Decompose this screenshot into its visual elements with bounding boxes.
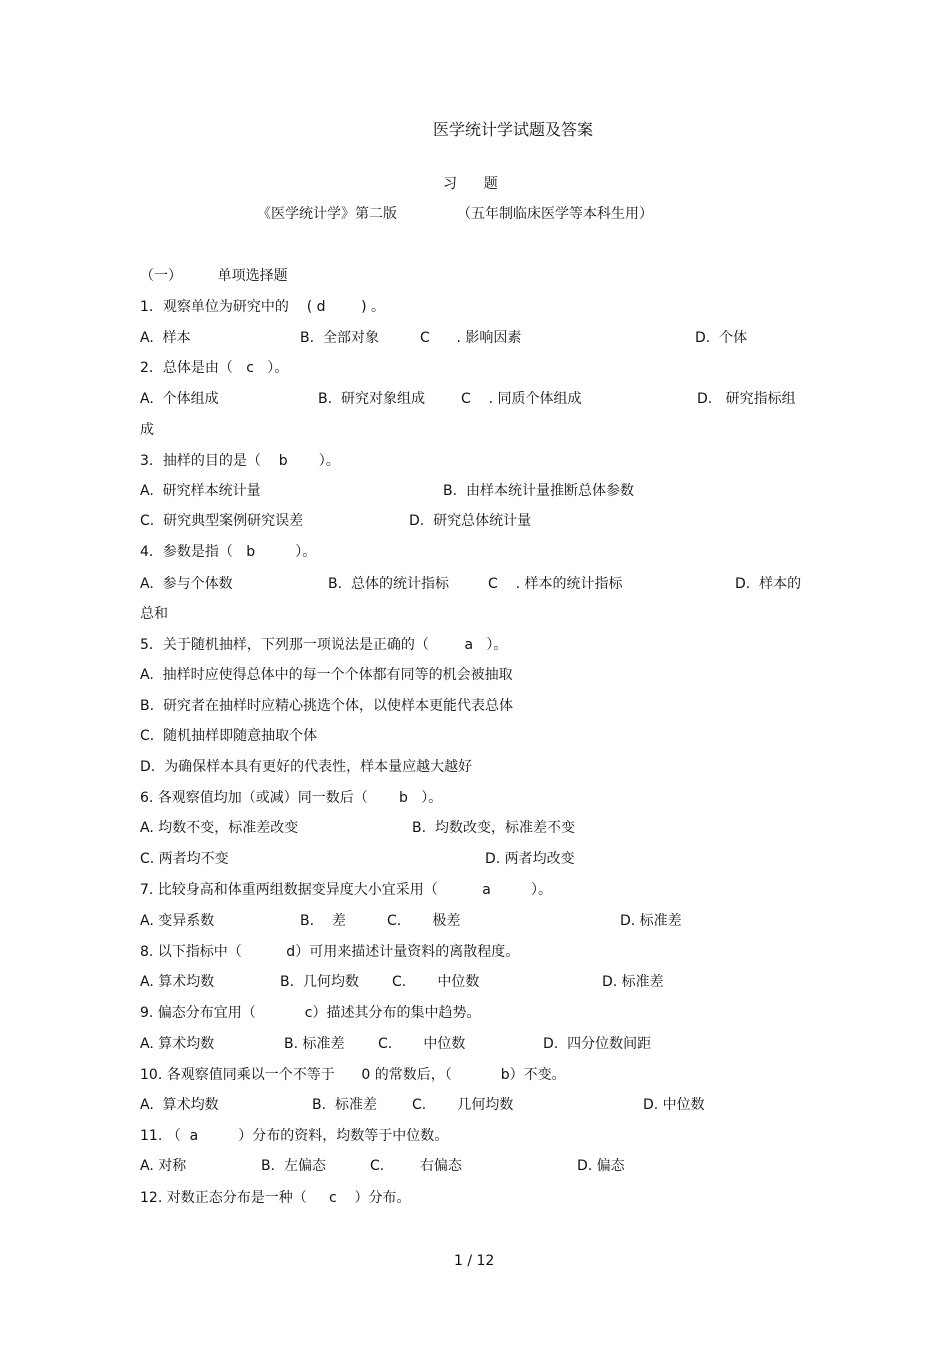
answer-option: C . 样本的统计指标 bbox=[488, 576, 623, 592]
answer-option: D. 为确保样本具有更好的代表性，样本量应越大越好 bbox=[140, 759, 473, 775]
question-stem: 7. 比较身高和体重两组数据变异度大小宜采用（ a ）。 bbox=[140, 882, 552, 898]
answer-option: C. 两者均不变 bbox=[140, 851, 229, 867]
option-continuation: 总和 bbox=[140, 606, 168, 622]
answer-option: D. 偏态 bbox=[577, 1158, 625, 1174]
answer-option: B. 均数改变，标准差不变 bbox=[412, 820, 575, 836]
answer-option: C. 研究典型案例研究误差 bbox=[140, 513, 304, 529]
answer-option: C. 几何均数 bbox=[412, 1097, 514, 1113]
question-stem: 2．总体是由（ c ）。 bbox=[140, 360, 289, 376]
answer-option: A. 参与个体数 bbox=[140, 576, 233, 592]
answer-option: A. 个体组成 bbox=[140, 391, 219, 407]
edition-label: 《医学统计学》第二版 bbox=[257, 206, 397, 222]
question-stem: 5．关于随机抽样，下列那一项说法是正确的（ a ）。 bbox=[140, 637, 508, 653]
answer-option: C. 中位数 bbox=[378, 1036, 466, 1052]
answer-option: D. 研究总体统计量 bbox=[409, 513, 532, 529]
answer-option: B. 全部对象 bbox=[300, 330, 379, 346]
question-stem: 3．抽样的目的是（ b ）。 bbox=[140, 453, 340, 469]
answer-option: C. 右偏态 bbox=[370, 1158, 462, 1174]
answer-option: D. 标准差 bbox=[602, 974, 664, 990]
document-title: 医学统计学试题及答案 bbox=[433, 120, 594, 139]
question-stem: 11. （ a ）分布的资料，均数等于中位数。 bbox=[140, 1128, 449, 1144]
answer-option: B. 左偏态 bbox=[261, 1158, 326, 1174]
answer-option: D. 样本的 bbox=[735, 576, 802, 592]
answer-option: B. 总体的统计指标 bbox=[328, 576, 449, 592]
answer-option: A. 均数不变，标准差改变 bbox=[140, 820, 299, 836]
answer-option: A. 抽样时应使得总体中的每一个个体都有同等的机会被抽取 bbox=[140, 667, 513, 683]
answer-option: D. 四分位数间距 bbox=[543, 1036, 652, 1052]
answer-option: B. 研究对象组成 bbox=[318, 391, 425, 407]
answer-option: B. 差 bbox=[300, 913, 346, 929]
answer-option: A. 算术均数 bbox=[140, 1036, 215, 1052]
section-heading: （一） 单项选择题 bbox=[140, 268, 288, 284]
audience-label: （五年制临床医学等本科生用） bbox=[457, 206, 653, 222]
answer-option: C . 同质个体组成 bbox=[461, 391, 582, 407]
answer-option: D. 研究指标组 bbox=[697, 391, 796, 407]
answer-option: A. 变异系数 bbox=[140, 913, 215, 929]
question-stem: 1．观察单位为研究中的 ( d ) 。 bbox=[140, 299, 386, 315]
answer-option: A. 研究样本统计量 bbox=[140, 483, 261, 499]
answer-option: A. 算术均数 bbox=[140, 974, 215, 990]
question-stem: 4．参数是指（ b ）。 bbox=[140, 544, 317, 560]
question-stem: 8. 以下指标中（ d）可用来描述计量资料的离散程度。 bbox=[140, 944, 520, 960]
answer-option: B. 由样本统计量推断总体参数 bbox=[443, 483, 634, 499]
page-number: 1 / 12 bbox=[454, 1253, 495, 1269]
answer-option: C. 中位数 bbox=[392, 974, 480, 990]
answer-option: B. 几何均数 bbox=[280, 974, 359, 990]
question-stem: 9. 偏态分布宜用（ c）描述其分布的集中趋势。 bbox=[140, 1005, 481, 1021]
option-continuation: 成 bbox=[140, 422, 154, 438]
answer-option: D. 中位数 bbox=[643, 1097, 705, 1113]
question-stem: 12. 对数正态分布是一种（ c ）分布。 bbox=[140, 1190, 411, 1206]
question-stem: 10. 各观察值同乘以一个不等于 0 的常数后，（ b）不变。 bbox=[140, 1067, 566, 1083]
answer-option: B. 标准差 bbox=[284, 1036, 345, 1052]
answer-option: A. 样本 bbox=[140, 330, 191, 346]
answer-option: A. 算术均数 bbox=[140, 1097, 219, 1113]
question-stem: 6. 各观察值均加（或减）同一数后（ b ）。 bbox=[140, 790, 443, 806]
document-subtitle: 习 题 bbox=[443, 176, 498, 192]
answer-option: A. 对称 bbox=[140, 1158, 187, 1174]
answer-option: D. 标准差 bbox=[620, 913, 682, 929]
answer-option: C . 影响因素 bbox=[420, 330, 522, 346]
answer-option: B. 标准差 bbox=[312, 1097, 377, 1113]
answer-option: D. 两者均改变 bbox=[485, 851, 575, 867]
answer-option: D. 个体 bbox=[695, 330, 748, 346]
answer-option: C. 极差 bbox=[387, 913, 461, 929]
answer-option: B. 研究者在抽样时应精心挑选个体，以使样本更能代表总体 bbox=[140, 698, 513, 714]
answer-option: C. 随机抽样即随意抽取个体 bbox=[140, 728, 318, 744]
